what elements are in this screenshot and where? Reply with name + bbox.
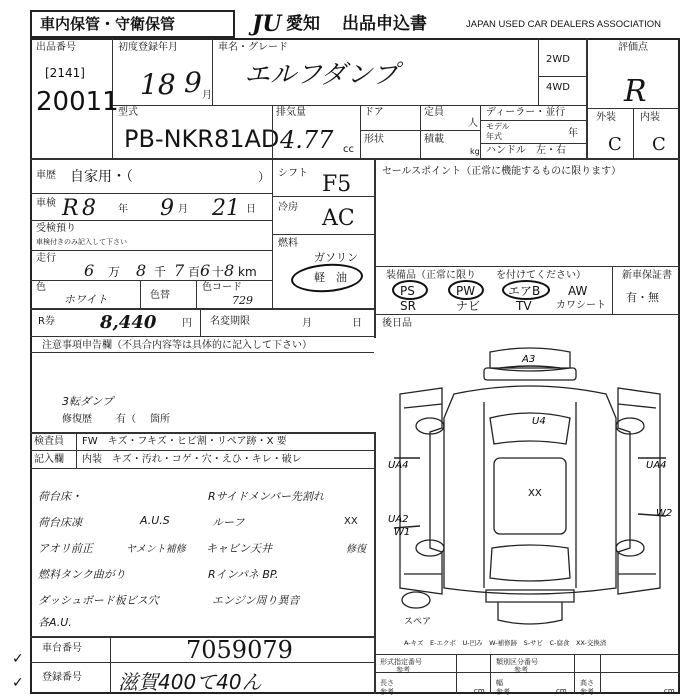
dealer-parallel: ディーラー・並行 bbox=[486, 107, 566, 118]
mileage-unit-km: km bbox=[238, 265, 257, 279]
remark-right-2: ルーフ bbox=[212, 516, 245, 529]
checkmark-2: ✓ bbox=[12, 675, 24, 691]
model-year-unit: 年 bbox=[568, 128, 578, 139]
equip-ps-circle bbox=[392, 280, 428, 300]
inspector-label: 検査員 bbox=[34, 436, 64, 447]
form-title: 出品申込書 bbox=[342, 14, 427, 34]
equip-ps: PS bbox=[400, 284, 415, 298]
reg-no-label: 登録番号 bbox=[42, 672, 82, 683]
model-code: PB-NKR81AD bbox=[124, 125, 280, 153]
fw-row: FW キズ・フキズ・ヒビ割・リペア跡・X 要 bbox=[82, 436, 287, 447]
spare-label: スペア bbox=[404, 617, 432, 627]
new-warranty-label: 新車保証書 bbox=[622, 270, 672, 281]
height-cm: cm bbox=[664, 687, 675, 695]
damage-legend: A-キズ E-エクボ U-凹み W-補修跡 S-サビ C-腐食 XX-交換済 bbox=[404, 639, 607, 647]
damage-mark-ua4-right: UA4 bbox=[646, 460, 667, 471]
drive-4wd: 4WD bbox=[546, 82, 570, 93]
car-damage-diagram bbox=[380, 338, 680, 630]
shift-value: F5 bbox=[322, 172, 352, 197]
remark-mid-1: A.U.S bbox=[140, 514, 170, 527]
interior-row: 内装 キズ・汚れ・コゲ・穴・えひ・キレ・破レ bbox=[82, 454, 302, 465]
displacement-label: 排気量 bbox=[276, 107, 306, 118]
damage-mark-w1: W1 bbox=[394, 527, 411, 538]
remark-left-1: 荷台床・ bbox=[38, 490, 82, 503]
load-label: 積載 bbox=[424, 134, 444, 145]
capacity-label: 定員 bbox=[424, 107, 444, 118]
equip-tv: TV bbox=[516, 299, 532, 313]
damage-mark-a3: A3 bbox=[522, 354, 536, 365]
class-no-ref: 参考 bbox=[514, 666, 528, 674]
lot-number-label: 出品番号 bbox=[36, 42, 76, 53]
remark-left-3: アオリ前正 bbox=[38, 542, 93, 555]
width-cm: cm bbox=[556, 687, 567, 695]
remark-xx: XX bbox=[344, 516, 358, 527]
remark-mid-2: ヤメント補修 bbox=[126, 544, 186, 555]
model-label: 型式 bbox=[118, 107, 138, 118]
aircon-value: AC bbox=[322, 206, 355, 231]
door-label: ドア bbox=[364, 107, 384, 118]
equip-sr: SR bbox=[400, 299, 416, 313]
class-no-label: 類別区分番号 bbox=[496, 658, 538, 666]
mileage-digit-5: 8 bbox=[224, 261, 235, 280]
damage-mark-xx: XX bbox=[528, 488, 542, 499]
shape-label: 形状 bbox=[364, 134, 384, 145]
history-label: 車歴 bbox=[36, 170, 56, 181]
inspection-month-unit: 月 bbox=[178, 204, 188, 215]
kg-unit: kg bbox=[470, 147, 480, 156]
color-label: 色 bbox=[36, 282, 46, 293]
equip-airbag-circle bbox=[502, 280, 550, 300]
remark-left-6: 各A.U. bbox=[38, 616, 72, 629]
inspection-month: 9 bbox=[160, 196, 174, 221]
first-reg-year: 18 bbox=[140, 68, 176, 101]
length-ref: 参考 bbox=[380, 688, 394, 696]
damage-mark-u4: U4 bbox=[532, 416, 546, 427]
first-reg-label: 初度登録年月 bbox=[118, 42, 178, 53]
damage-mark-w2: W2 bbox=[656, 508, 673, 519]
equip-pw-circle bbox=[448, 280, 484, 300]
mileage-label: 走行 bbox=[36, 253, 56, 264]
repair-history-label: 修復歴 bbox=[62, 414, 92, 425]
interior-grade: C bbox=[652, 134, 666, 155]
history-close: ） bbox=[258, 170, 271, 184]
damage-mark-ua4-left: UA4 bbox=[388, 460, 409, 471]
inspection-era: R bbox=[62, 196, 79, 221]
receipt-note: 車検付きのみ記入して下さい bbox=[36, 238, 127, 246]
color-code-value: 729 bbox=[232, 294, 253, 307]
lot-number: 20011 bbox=[36, 87, 119, 117]
remark-right-1: Rサイドメンバー先割れ bbox=[208, 490, 324, 503]
drive-2wd: 2WD bbox=[546, 54, 570, 65]
displacement-value: 4.77 bbox=[280, 126, 334, 154]
association-name: JAPAN USED CAR DEALERS ASSOCIATION bbox=[466, 19, 661, 30]
mileage-digit-1: 6 bbox=[84, 261, 95, 280]
person-unit: 人 bbox=[468, 118, 478, 129]
inspection-year-unit: 年 bbox=[118, 204, 128, 215]
inspection-year: 8 bbox=[82, 196, 96, 221]
remark-left-5: ダッシュボード板ビス穴 bbox=[38, 594, 159, 607]
interior-label: 内装 bbox=[640, 112, 660, 123]
mileage-unit-man: 万 bbox=[108, 265, 121, 279]
first-reg-month: 9 bbox=[184, 66, 202, 99]
aircon-label: 冷房 bbox=[278, 202, 298, 213]
cert-model-label: 形式指定番号 bbox=[380, 658, 422, 666]
name-change-day: 日 bbox=[352, 318, 362, 329]
recycle-amount: 8,440 bbox=[100, 312, 157, 333]
height-ref: 参考 bbox=[580, 688, 594, 696]
color-code-label: 色コード bbox=[202, 282, 242, 293]
lot-sub-number: [2141] bbox=[45, 66, 85, 80]
recycle-label: R券 bbox=[38, 316, 55, 327]
car-name: エルフダンプ bbox=[244, 60, 399, 90]
mileage-digit-2: 8 bbox=[136, 261, 147, 280]
remark-repair: 修復 bbox=[346, 544, 366, 555]
equip-navi: ナビ bbox=[456, 299, 481, 313]
storage-stamp-text: 車内保管・守衛保管 bbox=[40, 15, 176, 33]
remark-right-5: エンジン周り異音 bbox=[212, 594, 300, 607]
exterior-label: 外装 bbox=[596, 112, 616, 123]
car-name-label: 車名・グレード bbox=[218, 42, 288, 53]
org-name: 愛知 bbox=[286, 14, 320, 34]
spare-tire bbox=[402, 592, 430, 608]
cert-model-ref: 参考 bbox=[396, 666, 410, 674]
model-year-label: モデル 年式 bbox=[486, 122, 510, 141]
rating-label: 評価点 bbox=[618, 42, 648, 53]
width-label: 幅 bbox=[496, 679, 503, 687]
history-value: 自家用・（ bbox=[70, 169, 133, 185]
exterior-grade: C bbox=[608, 134, 622, 155]
receipt-label: 受検預り bbox=[36, 223, 76, 234]
height-label: 高さ bbox=[580, 679, 594, 687]
repair-place: 箇所 bbox=[150, 414, 170, 425]
mileage-unit-sen: 千 bbox=[154, 265, 167, 279]
inspection-label: 車検 bbox=[36, 198, 56, 209]
length-label: 長さ bbox=[380, 679, 394, 687]
width-ref: 参考 bbox=[496, 688, 510, 696]
name-change-label: 名変期限 bbox=[210, 316, 250, 327]
first-reg-month-unit: 月 bbox=[202, 90, 212, 101]
rating-value: R bbox=[624, 74, 647, 109]
mileage-unit-hyaku: 百 bbox=[188, 265, 201, 279]
repair-yes: 有（ bbox=[116, 414, 136, 425]
mileage-digit-4: 6 bbox=[200, 261, 211, 280]
remark-right-4: Rインパネ BP. bbox=[208, 568, 279, 581]
equip-airbag: エアB bbox=[508, 284, 541, 298]
remark-left-2: 荷台床凍 bbox=[38, 516, 82, 529]
entry-col-label: 記入欄 bbox=[34, 454, 64, 465]
color-change-label: 色替 bbox=[150, 290, 170, 301]
damage-mark-ua2: UA2 bbox=[388, 514, 409, 525]
fuel-light-oil: 軽 油 bbox=[314, 271, 347, 284]
remark-left-4: 燃料タンク曲がり bbox=[38, 568, 126, 581]
equipment-title: 装備品（正常に限り を付けてください） bbox=[386, 270, 586, 281]
cc-unit: cc bbox=[343, 144, 354, 155]
inspection-day-unit: 日 bbox=[246, 204, 256, 215]
ju-logo: JU bbox=[252, 11, 282, 37]
equip-pw: PW bbox=[456, 284, 476, 298]
handle-label: ハンドル 左・右 bbox=[486, 145, 566, 156]
inspection-day: 21 bbox=[212, 196, 240, 221]
sales-point-label: セールスポイント（正常に機能するものに限ります） bbox=[382, 166, 622, 177]
rear-items-label: 後日品 bbox=[382, 318, 412, 329]
reg-number: 滋賀400て40ん bbox=[118, 670, 262, 694]
length-cm: cm bbox=[474, 687, 485, 695]
mileage-unit-ju: 十 bbox=[212, 265, 225, 279]
equip-aw: AW bbox=[568, 284, 588, 298]
shift-label: シフト bbox=[278, 168, 308, 179]
new-warranty-yesno: 有・無 bbox=[626, 291, 659, 304]
notes-text: 3転ダンプ bbox=[62, 395, 114, 408]
remark-right-3: キャビン天井 bbox=[206, 542, 272, 555]
chassis-number: 7059079 bbox=[186, 636, 293, 664]
fuel-label: 燃料 bbox=[278, 238, 298, 249]
mileage-digit-3: 7 bbox=[174, 261, 185, 280]
color-value: ホワイト bbox=[64, 293, 108, 306]
chassis-no-label: 車台番号 bbox=[42, 643, 82, 654]
recycle-yen: 円 bbox=[182, 318, 192, 329]
checkmark-1: ✓ bbox=[12, 651, 24, 667]
name-change-month: 月 bbox=[302, 318, 312, 329]
fuel-gasoline: ガソリン bbox=[314, 251, 358, 264]
equip-leather: カワシート bbox=[556, 300, 606, 311]
notes-title: 注意事項申告欄（不具合内容等は具体的に記入して下さい） bbox=[42, 340, 312, 351]
